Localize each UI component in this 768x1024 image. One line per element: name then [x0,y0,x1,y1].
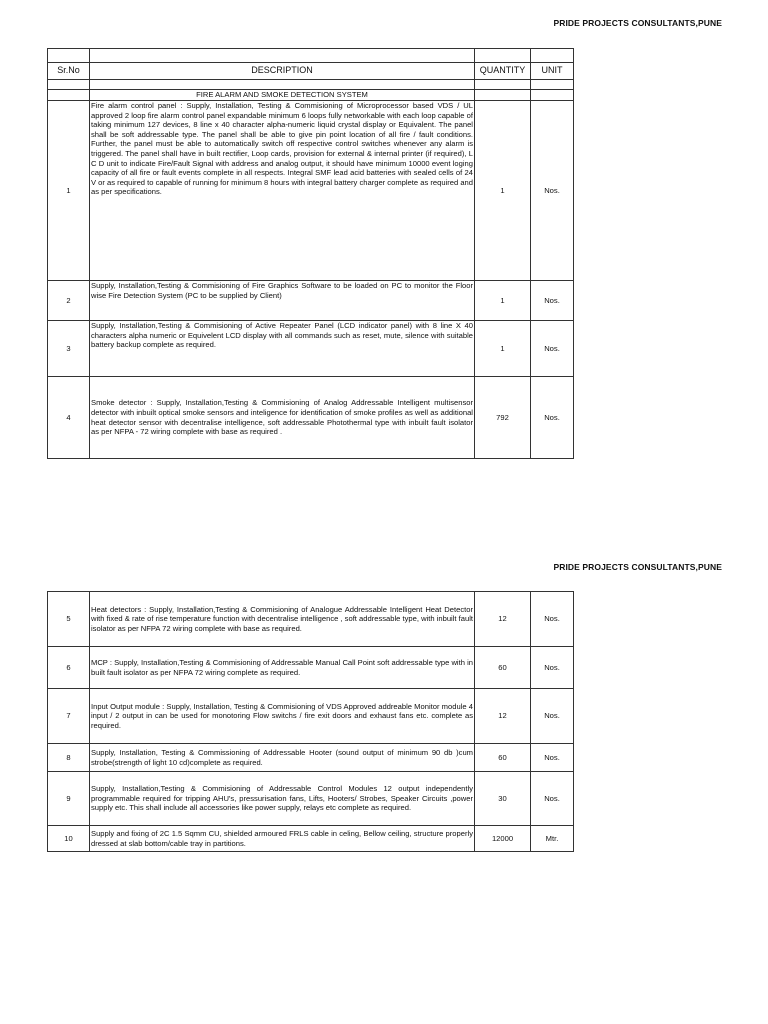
header-unit: UNIT [531,63,574,80]
item-quantity: 60 [475,647,531,689]
item-description: Supply, Installation, Testing & Commissioning of Addressable Hooter (sound output of minimum 90 db )cum strobe(strength of light 10 cd)complete as required. [90,744,475,772]
item-description: MCP : Supply, Installation,Testing & Commisioning of Addressable Manual Call Point soft addressable type with in built fault isolator as per NFPA 72 wiring complete as required. [90,647,475,689]
company-header: PRIDE PROJECTS CONSULTANTS,PUNE [553,562,722,572]
company-header: PRIDE PROJECTS CONSULTANTS,PUNE [553,18,722,28]
item-description: Supply, Installation,Testing & Commisioning of Active Repeater Panel (LCD indicator panel) with 8 line X 40 characters alpha numeric or Equivelent LCD display with all commands such as reset, mute, silence with suitable battery backup complete as required. [90,321,475,377]
section-title-row [48,90,574,101]
table-row [48,647,574,689]
item-unit: Nos. [531,281,574,321]
item-quantity: 1 [475,281,531,321]
table-row [48,826,574,852]
item-sr-no: 1 [48,101,90,281]
table-row [48,744,574,772]
boq-table-page-1 [47,48,574,459]
table-row [48,689,574,744]
table-row [48,321,574,377]
header-description: DESCRIPTION [90,63,475,80]
item-description: Supply, Installation,Testing & Commisioning of Addressable Control Modules 12 output independently programmable required for tripping AHU's, pressurisation fans, Lifts, Hooters/ Strobes, Speaker Circuits ,power supply etc. This shall include all accessories like power supply, relays etc complete as required. [90,772,475,826]
item-unit: Nos. [531,101,574,281]
item-quantity: 12000 [475,826,531,852]
item-sr-no: 7 [48,689,90,744]
item-sr-no: 10 [48,826,90,852]
table-row [48,281,574,321]
item-quantity: 12 [475,592,531,647]
item-unit: Mtr. [531,826,574,852]
table-header-row [48,63,574,80]
item-quantity: 1 [475,101,531,281]
item-sr-no: 5 [48,592,90,647]
item-quantity: 12 [475,689,531,744]
item-unit: Nos. [531,647,574,689]
item-sr-no: 3 [48,321,90,377]
item-quantity: 30 [475,772,531,826]
table-row [48,772,574,826]
item-quantity: 60 [475,744,531,772]
item-quantity: 792 [475,377,531,459]
blank-row [48,49,574,63]
boq-table-page-2 [47,591,574,852]
item-sr-no: 8 [48,744,90,772]
table-row [48,592,574,647]
section-title: FIRE ALARM AND SMOKE DETECTION SYSTEM [90,90,475,101]
item-unit: Nos. [531,377,574,459]
table-row [48,101,574,281]
header-sr-no: Sr.No [48,63,90,80]
item-unit: Nos. [531,772,574,826]
item-description: Smoke detector : Supply, Installation,Testing & Commisioning of Analog Addressable Intelligent multisensor detector with inbuilt optical smoke sensors and inteligence for identification of smoke profiles as well as additional heat detector sensor with decentralise intelligence, soft addressable Photothermal type with inbuilt fault isolator as per NFPA - 72 wiring complete with base as required . [90,377,475,459]
item-sr-no: 9 [48,772,90,826]
table-row [48,377,574,459]
item-unit: Nos. [531,592,574,647]
item-quantity: 1 [475,321,531,377]
item-unit: Nos. [531,321,574,377]
blank-row [48,80,574,90]
item-sr-no: 4 [48,377,90,459]
item-description: Supply, Installation,Testing & Commisioning of Fire Graphics Software to be loaded on PC to monitor the Floor wise Fire Detection System (PC to be supplied by Client) [90,281,475,321]
item-unit: Nos. [531,744,574,772]
item-unit: Nos. [531,689,574,744]
item-description: Supply and fixing of 2C 1.5 Sqmm CU, shielded armoured FRLS cable in celing, Bellow ceiling, structure properly dressed at slab bottom/cable tray in partitions. [90,826,475,852]
item-description: Input Output module : Supply, Installation, Testing & Commisioning of VDS Approved addreable Monitor module 4 input / 2 output in can be used for monotoring Flow switchs / fire exit doors and exhaust fans etc. complete as required. [90,689,475,744]
item-description: Fire alarm control panel : Supply, Installation, Testing & Commisioning of Microprocessor based VDS / UL approved 2 loop fire alarm control panel expandable minimum 6 loops fully networkable with each loop capable of taking minimum 127 devices, 8 line x 40 character alpha-numeric liquid crystal display or Equivalent. The panel shall be soft addressable type. The panel shall be able to give pin point location of all fire / fault conditions. Further, the panel must be able to automatically switch off respective control switches whenever any alarm is triggered. The panel shall have in built rectifier, Loop cards, provision for external & internal printer (if required), L C D unit to indicate Fire/Fault Signal with address and analog output, it should have minimum 10000 event loging capacity of all fire or fault events complete in all respects. Integral SMF lead acid batteries with sealed cells of 24 V or as required to capable of running for minimum 8 hours with integral battery charger complete as required and as per specifications. [90,101,475,281]
item-sr-no: 6 [48,647,90,689]
item-description: Heat detectors : Supply, Installation,Testing & Commisioning of Analogue Addressable Intelligent Heat Detector with fixed & rate of rise temperature function with decentralise intelligence , soft addressable type, with inbuilt fault isolator as per NFPA 72 wiring complete with base as required. [90,592,475,647]
header-quantity: QUANTITY [475,63,531,80]
item-sr-no: 2 [48,281,90,321]
